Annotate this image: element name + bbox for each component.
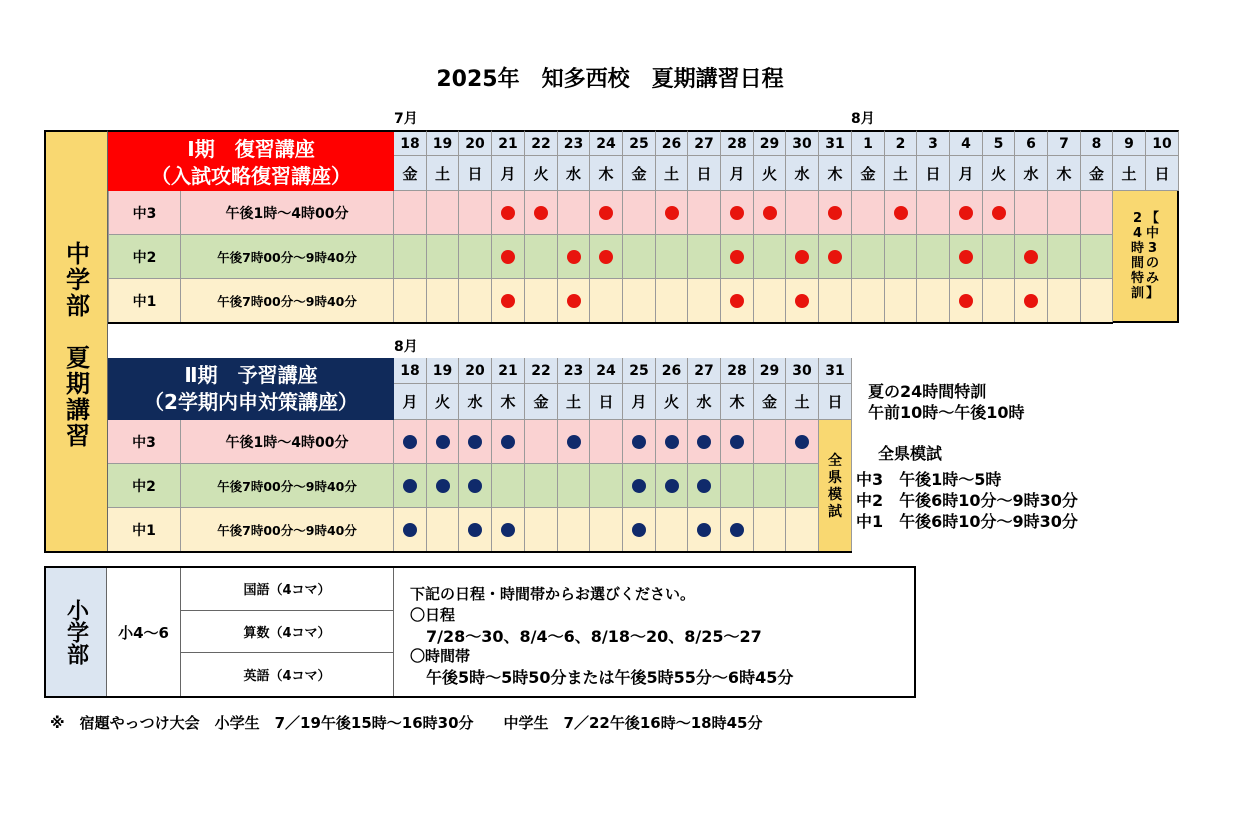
schedule-cell <box>656 420 688 464</box>
schedule-cell <box>819 279 852 323</box>
period1-header <box>108 130 394 191</box>
weekday-header: 金 <box>852 156 885 191</box>
schedule-cell <box>688 420 721 464</box>
period2-header <box>108 358 394 420</box>
schedule-cell <box>885 191 917 235</box>
attendance-dot <box>959 206 973 220</box>
schedule-cell <box>590 508 623 552</box>
period2-title-line: Ⅱ期 予習講座 <box>184 363 318 387</box>
day-header: 24 <box>590 130 623 156</box>
schedule-cell <box>623 279 656 323</box>
schedule-cell <box>754 464 786 508</box>
schedule-cell <box>983 279 1015 323</box>
schedule-cell <box>852 279 885 323</box>
schedule-cell <box>394 508 427 552</box>
weekday-header: 土 <box>786 384 819 420</box>
divider <box>108 322 1113 324</box>
attendance-dot <box>403 479 417 493</box>
attendance-dot <box>632 435 646 449</box>
weekday-header: 金 <box>525 384 558 420</box>
special-24h-text <box>1131 211 1144 301</box>
schedule-cell <box>590 191 623 235</box>
schedule-cell <box>721 508 754 552</box>
time-label: 午後7時00分～9時40分 <box>181 508 394 552</box>
attendance-dot <box>468 479 482 493</box>
weekday-header: 日 <box>590 384 623 420</box>
schedule-cell <box>427 279 459 323</box>
divider <box>44 551 852 553</box>
weekday-header: 水 <box>688 384 721 420</box>
weekday-header: 水 <box>459 384 492 420</box>
attendance-dot <box>501 435 515 449</box>
weekday-header: 日 <box>1146 156 1179 191</box>
attendance-dot <box>730 523 744 537</box>
schedule-cell <box>721 420 754 464</box>
special-24h-note <box>1146 211 1159 301</box>
text-line: 間 <box>1130 256 1144 271</box>
schedule-cell <box>492 464 525 508</box>
weekday-header: 月 <box>721 156 754 191</box>
weekday-header: 土 <box>1113 156 1146 191</box>
day-header: 23 <box>558 358 590 384</box>
day-header: 19 <box>427 130 459 156</box>
schedule-cell <box>819 191 852 235</box>
attendance-dot <box>828 250 842 264</box>
day-header: 30 <box>786 358 819 384</box>
weekday-header: 火 <box>525 156 558 191</box>
weekday-header: 木 <box>721 384 754 420</box>
schedule-cell <box>623 235 656 279</box>
day-header: 25 <box>623 130 656 156</box>
weekday-header: 水 <box>786 156 819 191</box>
weekday-header: 火 <box>754 156 786 191</box>
attendance-dot <box>599 250 613 264</box>
schedule-cell <box>459 464 492 508</box>
mock-exam-text <box>828 453 842 521</box>
weekday-header: 水 <box>558 156 590 191</box>
text-line: 3 <box>1147 241 1158 256</box>
special-note-title: 夏の24時間特訓 <box>868 382 987 401</box>
special-note-time: 午前10時～午後10時 <box>868 403 1025 422</box>
schedule-cell <box>394 235 427 279</box>
day-header: 29 <box>754 358 786 384</box>
schedule-cell <box>590 464 623 508</box>
weekday-header: 火 <box>427 384 459 420</box>
schedule-cell <box>459 191 492 235</box>
day-header: 27 <box>688 358 721 384</box>
schedule-cell <box>427 191 459 235</box>
schedule-cell <box>459 279 492 323</box>
schedule-cell <box>917 235 950 279</box>
elementary-label-text: 小学部 <box>63 599 89 665</box>
subject-cell: 英語（4コマ） <box>181 653 394 696</box>
text-line: 全 <box>828 452 842 469</box>
schedule-cell <box>786 191 819 235</box>
attendance-dot <box>697 479 711 493</box>
day-header: 24 <box>590 358 623 384</box>
attendance-dot <box>1024 294 1038 308</box>
attendance-dot <box>567 435 581 449</box>
attendance-dot <box>828 206 842 220</box>
schedule-cell <box>656 191 688 235</box>
day-header: 6 <box>1015 130 1048 156</box>
day-header: 22 <box>525 358 558 384</box>
schedule-cell <box>590 279 623 323</box>
elementary-info-line: 7/28～30、8/4～6、8/18～20、8/25～27 <box>410 627 762 646</box>
schedule-cell <box>688 279 721 323</box>
day-header: 21 <box>492 358 525 384</box>
day-header: 7 <box>1048 130 1081 156</box>
schedule-cell <box>525 420 558 464</box>
attendance-dot <box>501 250 515 264</box>
attendance-dot <box>436 435 450 449</box>
weekday-header: 月 <box>623 384 656 420</box>
attendance-dot <box>697 523 711 537</box>
schedule-cell <box>558 191 590 235</box>
schedule-cell <box>754 508 786 552</box>
attendance-dot <box>959 294 973 308</box>
elementary-grades: 小4～6 <box>107 568 181 696</box>
weekday-header: 金 <box>1081 156 1113 191</box>
middle-school-label-text: 中学部 夏期講習 <box>61 241 90 449</box>
schedule-cell <box>623 464 656 508</box>
period1-title-line: Ⅰ期 復習講座 <box>187 137 315 161</box>
schedule-cell <box>852 235 885 279</box>
schedule-cell <box>525 464 558 508</box>
day-header: 26 <box>656 130 688 156</box>
day-header: 23 <box>558 130 590 156</box>
month-label-jul: 7月 <box>394 111 418 127</box>
attendance-dot <box>763 206 777 220</box>
schedule-cell <box>983 235 1015 279</box>
schedule-cell <box>786 279 819 323</box>
grade-label: 中3 <box>108 191 181 235</box>
schedule-cell <box>1015 235 1048 279</box>
text-line: 訓 <box>1130 286 1144 301</box>
schedule-cell <box>525 235 558 279</box>
weekday-header: 金 <box>394 156 427 191</box>
weekday-header: 火 <box>656 384 688 420</box>
schedule-cell <box>656 508 688 552</box>
grade-label: 中3 <box>108 420 181 464</box>
schedule-cell <box>427 420 459 464</box>
day-header: 8 <box>1081 130 1113 156</box>
elementary-info-line: 〇日程 <box>410 605 456 624</box>
day-header: 18 <box>394 130 427 156</box>
schedule-cell <box>656 279 688 323</box>
attendance-dot <box>534 206 548 220</box>
text-line: 中 <box>1146 226 1160 241</box>
schedule-cell <box>394 279 427 323</box>
text-line: の <box>1146 256 1160 271</box>
elementary-info-line: 午後5時～5時50分または午後5時55分～6時45分 <box>410 668 794 687</box>
weekday-header: 土 <box>558 384 590 420</box>
weekday-header: 土 <box>427 156 459 191</box>
schedule-cell <box>786 235 819 279</box>
attendance-dot <box>632 479 646 493</box>
subject-cell: 国語（4コマ） <box>181 568 394 611</box>
attendance-dot <box>468 523 482 537</box>
schedule-cell <box>558 464 590 508</box>
attendance-dot <box>697 435 711 449</box>
schedule-cell <box>623 508 656 552</box>
attendance-dot <box>501 206 515 220</box>
weekday-header: 日 <box>819 384 852 420</box>
schedule-cell <box>459 508 492 552</box>
weekday-header: 木 <box>819 156 852 191</box>
schedule-cell <box>459 420 492 464</box>
elementary-label <box>46 568 107 696</box>
weekday-header: 水 <box>1015 156 1048 191</box>
elementary-info-line: 〇時間帯 <box>410 646 471 665</box>
day-header: 3 <box>917 130 950 156</box>
weekday-header: 月 <box>492 156 525 191</box>
schedule-cell <box>721 279 754 323</box>
text-line: 県 <box>828 469 842 486</box>
day-header: 5 <box>983 130 1015 156</box>
attendance-dot <box>894 206 908 220</box>
day-header: 29 <box>754 130 786 156</box>
schedule-cell <box>754 279 786 323</box>
schedule-cell <box>1081 191 1113 235</box>
day-header: 1 <box>852 130 885 156</box>
mock-note-line: 中1 午後6時10分～9時30分 <box>856 512 1078 531</box>
schedule-cell <box>688 464 721 508</box>
weekday-header: 日 <box>917 156 950 191</box>
schedule-cell <box>1081 235 1113 279</box>
attendance-dot <box>436 479 450 493</box>
weekday-header: 木 <box>590 156 623 191</box>
day-header: 2 <box>885 130 917 156</box>
day-header: 31 <box>819 130 852 156</box>
schedule-cell <box>525 191 558 235</box>
schedule-cell <box>950 235 983 279</box>
weekday-header: 月 <box>950 156 983 191</box>
grade-label: 中1 <box>108 508 181 552</box>
schedule-cell <box>852 191 885 235</box>
weekday-header: 土 <box>656 156 688 191</box>
special-24h-column <box>1113 191 1179 323</box>
schedule-cell <box>1015 279 1048 323</box>
text-line: 模 <box>828 486 842 503</box>
text-line: 】 <box>1146 286 1160 301</box>
schedule-cell <box>950 279 983 323</box>
attendance-dot <box>567 294 581 308</box>
schedule-cell <box>754 420 786 464</box>
weekday-header: 火 <box>983 156 1015 191</box>
period2-title-line: （2学期内申対策講座） <box>144 390 358 414</box>
attendance-dot <box>795 250 809 264</box>
weekday-header: 日 <box>688 156 721 191</box>
attendance-dot <box>567 250 581 264</box>
day-header: 21 <box>492 130 525 156</box>
text-line: 特 <box>1130 271 1144 286</box>
attendance-dot <box>730 250 744 264</box>
attendance-dot <box>959 250 973 264</box>
schedule-cell <box>492 420 525 464</box>
weekday-header: 土 <box>885 156 917 191</box>
schedule-cell <box>656 464 688 508</box>
schedule-cell <box>427 464 459 508</box>
schedule-cell <box>492 279 525 323</box>
schedule-cell <box>459 235 492 279</box>
schedule-cell <box>1048 191 1081 235</box>
attendance-dot <box>1024 250 1038 264</box>
schedule-cell <box>721 235 754 279</box>
text-line: み <box>1146 271 1160 286</box>
attendance-dot <box>665 479 679 493</box>
schedule-cell <box>917 191 950 235</box>
day-header: 25 <box>623 358 656 384</box>
schedule-cell <box>394 464 427 508</box>
schedule-cell <box>558 279 590 323</box>
attendance-dot <box>599 206 613 220</box>
schedule-cell <box>558 508 590 552</box>
day-header: 31 <box>819 358 852 384</box>
day-header: 19 <box>427 358 459 384</box>
time-label: 午後1時～4時00分 <box>181 420 394 464</box>
day-header: 9 <box>1113 130 1146 156</box>
weekday-header: 金 <box>623 156 656 191</box>
day-header: 27 <box>688 130 721 156</box>
schedule-cell <box>885 235 917 279</box>
schedule-cell <box>688 508 721 552</box>
footer-note: ※ 宿題やっつけ大会 小学生 7／19午後15時～16時30分 中学生 7／22午後16時～18時45分 <box>50 714 763 732</box>
schedule-cell <box>721 464 754 508</box>
schedule-cell <box>590 420 623 464</box>
weekday-header: 金 <box>754 384 786 420</box>
month-label-aug: 8月 <box>851 111 875 127</box>
day-header: 22 <box>525 130 558 156</box>
text-line: 時 <box>1130 241 1144 256</box>
time-label: 午後7時00分～9時40分 <box>181 464 394 508</box>
mock-note-title: 全県模試 <box>878 444 943 463</box>
mock-note-line: 中2 午後6時10分～9時30分 <box>856 491 1078 510</box>
elementary-info-line: 下記の日程・時間帯からお選びください。 <box>410 585 696 603</box>
schedule-cell <box>623 420 656 464</box>
day-header: 18 <box>394 358 427 384</box>
schedule-cell <box>427 508 459 552</box>
day-header: 28 <box>721 130 754 156</box>
schedule-cell <box>688 191 721 235</box>
text-line: 2 <box>1132 211 1143 226</box>
day-header: 30 <box>786 130 819 156</box>
schedule-cell <box>786 464 819 508</box>
day-header: 26 <box>656 358 688 384</box>
attendance-dot <box>730 435 744 449</box>
day-header: 20 <box>459 358 492 384</box>
schedule-cell <box>917 279 950 323</box>
grade-label: 中1 <box>108 279 181 323</box>
attendance-dot <box>468 435 482 449</box>
period1-title-line: （入試攻略復習講座） <box>151 164 351 188</box>
schedule-cell <box>688 235 721 279</box>
grade-label: 中2 <box>108 235 181 279</box>
schedule-cell <box>754 191 786 235</box>
schedule-cell <box>754 235 786 279</box>
schedule-cell <box>525 508 558 552</box>
weekday-header: 木 <box>492 384 525 420</box>
schedule-cell <box>492 235 525 279</box>
attendance-dot <box>665 435 679 449</box>
time-label: 午後1時～4時00分 <box>181 191 394 235</box>
day-header: 4 <box>950 130 983 156</box>
schedule-cell <box>492 191 525 235</box>
attendance-dot <box>632 523 646 537</box>
schedule-cell <box>558 235 590 279</box>
grade-label: 中2 <box>108 464 181 508</box>
attendance-dot <box>501 523 515 537</box>
text-line: 試 <box>828 503 842 520</box>
schedule-cell <box>1048 235 1081 279</box>
attendance-dot <box>403 435 417 449</box>
schedule-cell <box>623 191 656 235</box>
schedule-cell <box>1015 191 1048 235</box>
schedule-cell <box>427 235 459 279</box>
schedule-cell <box>492 508 525 552</box>
schedule-cell <box>1081 279 1113 323</box>
schedule-cell <box>394 191 427 235</box>
attendance-dot <box>992 206 1006 220</box>
schedule-cell <box>786 420 819 464</box>
schedule-cell <box>590 235 623 279</box>
month-label-aug-p2: 8月 <box>394 339 418 355</box>
mock-note-line: 中3 午後1時～5時 <box>856 470 1002 489</box>
attendance-dot <box>665 206 679 220</box>
schedule-cell <box>721 191 754 235</box>
page-title: 2025年 知多西校 夏期講習日程 <box>436 67 784 92</box>
mock-exam-column <box>819 420 852 553</box>
attendance-dot <box>730 294 744 308</box>
schedule-cell <box>983 191 1015 235</box>
attendance-dot <box>795 435 809 449</box>
schedule-cell <box>525 279 558 323</box>
day-header: 10 <box>1146 130 1179 156</box>
time-label: 午後7時00分～9時40分 <box>181 235 394 279</box>
schedule-cell <box>1048 279 1081 323</box>
schedule-cell <box>950 191 983 235</box>
day-header: 20 <box>459 130 492 156</box>
attendance-dot <box>730 206 744 220</box>
attendance-dot <box>795 294 809 308</box>
time-label: 午後7時00分～9時40分 <box>181 279 394 323</box>
weekday-header: 木 <box>1048 156 1081 191</box>
text-line: 【 <box>1146 211 1160 226</box>
schedule-cell <box>786 508 819 552</box>
schedule-cell <box>819 235 852 279</box>
weekday-header: 月 <box>394 384 427 420</box>
schedule-cell <box>656 235 688 279</box>
schedule-cell <box>558 420 590 464</box>
text-line: 4 <box>1132 226 1143 241</box>
subject-cell: 算数（4コマ） <box>181 611 394 654</box>
schedule-cell <box>394 420 427 464</box>
attendance-dot <box>403 523 417 537</box>
day-header: 28 <box>721 358 754 384</box>
weekday-header: 日 <box>459 156 492 191</box>
attendance-dot <box>501 294 515 308</box>
schedule-cell <box>885 279 917 323</box>
